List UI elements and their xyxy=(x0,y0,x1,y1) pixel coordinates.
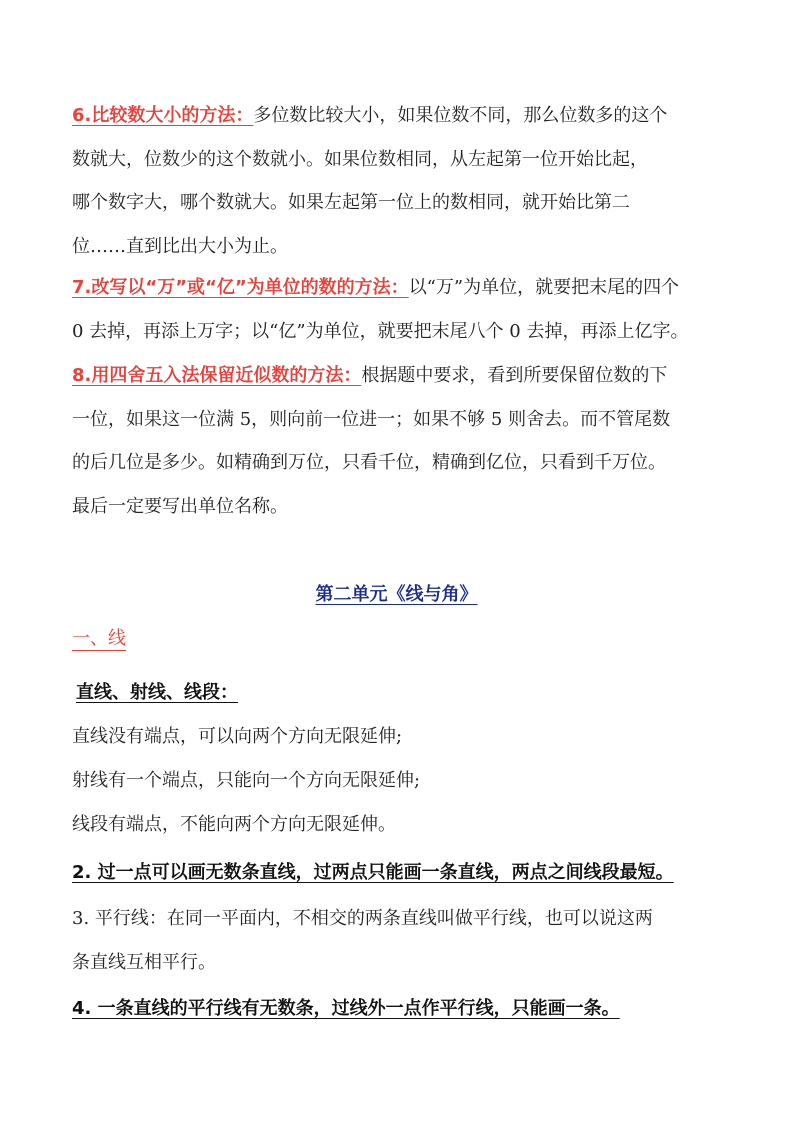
section-7-line-2: 0 去掉，再添上万字；以“亿”为单位，就要把末尾八个 0 去掉，再添上亿字。 xyxy=(72,320,689,342)
section-8-line-4: 最后一定要写出单位名称。 xyxy=(72,495,288,517)
section-8-paragraph xyxy=(72,354,724,528)
point-4: 4. 一条直线的平行线有无数条，过线外一点作平行线，只能画一条。 xyxy=(72,998,620,1019)
part-one-heading: 一、线 xyxy=(72,628,126,649)
unit-title: 第二单元《线与角》 xyxy=(315,584,478,605)
definition-line: 直线没有端点，可以向两个方向无限延伸; xyxy=(72,726,403,747)
point-3-line-2: 条直线互相平行。 xyxy=(72,952,216,973)
section-6-paragraph xyxy=(72,94,724,268)
definition-ray: 射线有一个端点，只能向一个方向无限延伸; xyxy=(72,770,421,791)
section-6-line-1: 6.比较数大小的方法：多位数比较大小，如果位数不同，那么位数多的这个 xyxy=(72,105,668,126)
definition-segment: 线段有端点，不能向两个方向无限延伸。 xyxy=(72,814,396,835)
section-8-line-1: 8.用四舍五入法保留近似数的方法：根据题中要求，看到所要保留位数的下 xyxy=(72,365,668,386)
section-6-line-3: 哪个数字大，哪个数就大。如果左起第一位上的数相同，就开始比第二 xyxy=(72,192,630,213)
section-8-line-2: 一位，如果这一位满 5，则向前一位进一；如果不够 5 则舍去。而不管尾数 xyxy=(72,408,671,430)
point-3-line-1: 3. 平行线：在同一平面内，不相交的两条直线叫做平行线，也可以说这两 xyxy=(72,908,653,929)
section-6-line-4: 位……直到比出大小为止。 xyxy=(72,235,288,257)
section-6-line-2: 数就大，位数少的这个数就小。如果位数相同，从左起第一位开始比起， xyxy=(72,148,648,170)
section-7-line-1: 7.改写以“万”或“亿”为单位的数的方法：以“万”为单位，就要把末尾的四个 xyxy=(72,277,680,298)
section-7-heading: 7.改写以“万”或“亿”为单位的数的方法： xyxy=(72,277,409,298)
section-8-heading: 8.用四舍五入法保留近似数的方法： xyxy=(72,365,362,386)
section-6-heading: 6.比较数大小的方法： xyxy=(72,105,254,126)
point-2: 2. 过一点可以画无数条直线，过两点只能画一条直线，两点之间线段最短。 xyxy=(72,862,674,883)
lines-heading: 直线、射线、线段： xyxy=(76,682,238,703)
section-8-line-3: 的后几位是多少。如精确到万位，只看千位，精确到亿位，只看到千万位。 xyxy=(72,452,666,473)
section-7-paragraph xyxy=(72,266,724,353)
